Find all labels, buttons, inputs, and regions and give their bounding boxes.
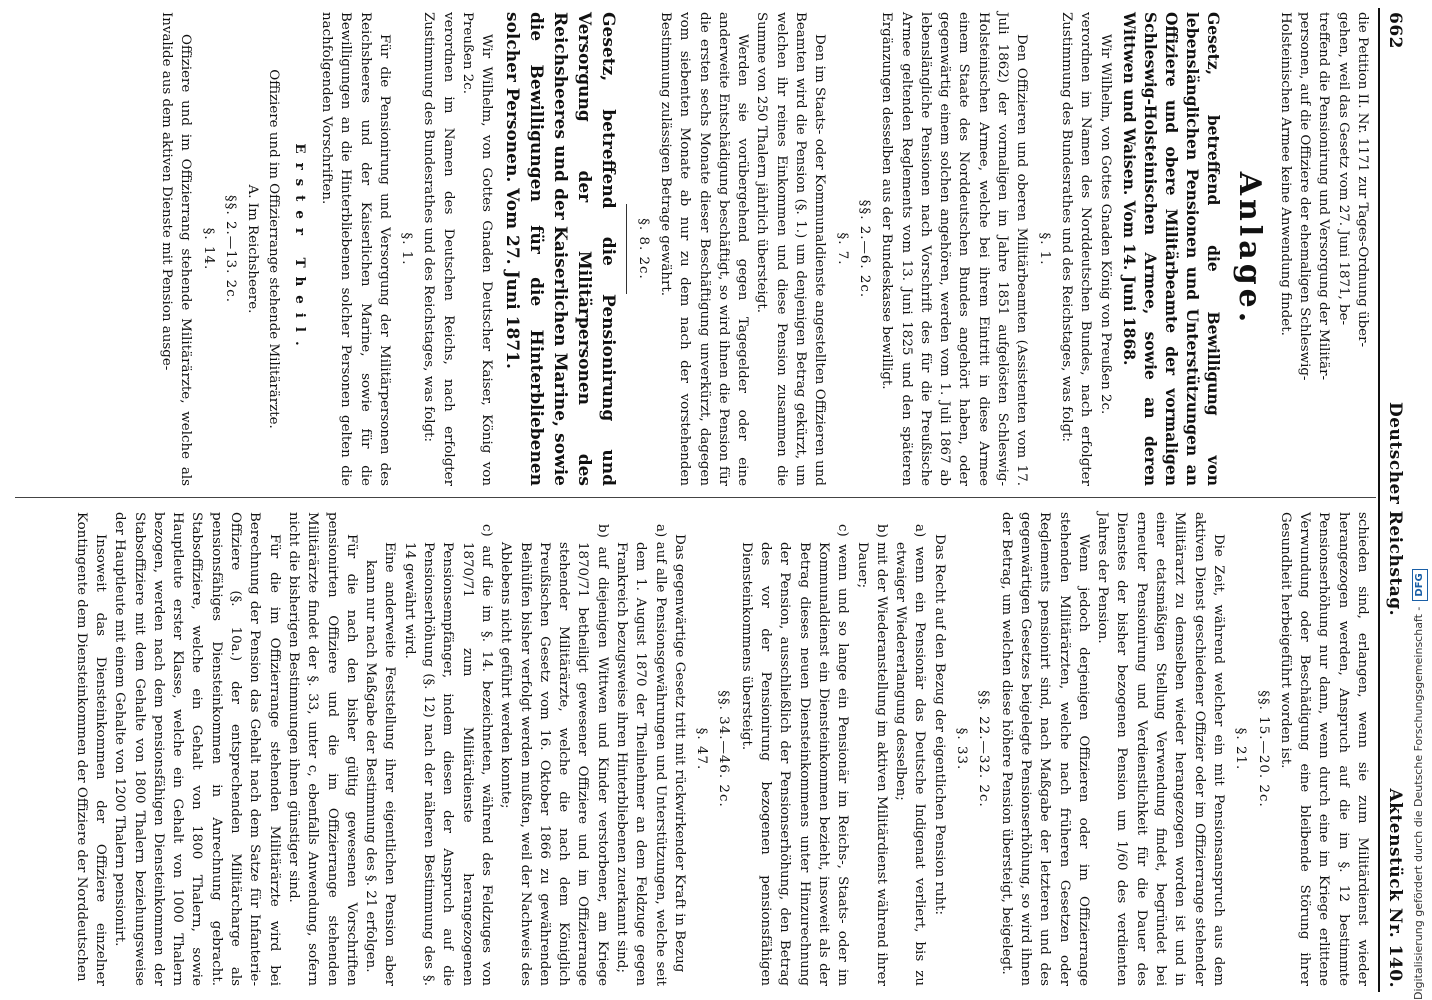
section-number: §. 33. [954, 727, 970, 771]
section-range: §§. 22.—32. 2c. [976, 690, 992, 808]
section-number: §. 14. [200, 227, 216, 271]
section-number: §. 1. [399, 232, 415, 266]
section-number: §. 21. [1233, 727, 1249, 771]
section-number: §. 1. [1036, 232, 1052, 266]
intro-line: personen, auf die Offiziere der ehemaligen Schleswig- [1297, 12, 1313, 381]
list-item: c) auf die im §. 14. bezeichneten, während des Feldzuges von 1870/71 zum Militärdienste herangezogenen Pensionsempfänger, indem diesen der Anspruch auf die Pensionserhöhung (§. 12) nach der näheren Bestimmung des §. 14 gewährt wird. [401, 524, 494, 986]
intro-line: treffend die Pensionirung und Versorgung der Militär- [1316, 12, 1332, 381]
section-range: §§. 2.—6. 2c. [856, 199, 872, 299]
list-item-cont: Eine anderweite Feststellung ihrer eigentlichen Pension aber kann nur nach Maßgabe der Bestimmung des §. 21 erfolgen. [363, 542, 398, 986]
column-divider [15, 497, 1376, 498]
page-header [1380, 12, 1406, 988]
section-text: Den Offizieren und oberen Militärbeamten (Assistenten vom 17. Juli 1862) der vormaligen im Jahre 1851 aufgelösten Schleswig-Holsteinischen Armee, welche bei ihrem Eintritt in diese Armee einem Staate des Norddeutschen Bundes angehört haben, oder gegenwärtig einem solchen angehören, werden vom 1. Juli 1867 ab lebenslängliche Pensionen nach Vorschrift des für die Preußische Armee geltenden Reglements vom 13. Juni 1825 und den späteren Ergänzungen desselben aus der Bundeskasse bewilligt. [879, 12, 1030, 486]
part-subheading: Offiziere und im Offizierrange stehende Militärärzte. [266, 69, 282, 429]
page-number: 662 [1385, 12, 1405, 49]
list-item: b) auf diejenigen Wittwen und Kinder verstorbener, am Kriege 1870/71 betheiligt gewesener Offiziere und im Offizierrange stehender Militärärzte, welche die nach dem Königlich Preußischen Gesetz vom 16. Oktober 1866 zu gewährenden Beihülfen bisher verfolgt werden mußten, weil der Nachweis des Ablebens nicht geführt werden konnte; [498, 524, 610, 986]
law2-enactment-cont: verordnen im Namen des Deutschen Reichs, nach erfolgter Zustimmung des Bundesrathes und des Reichstages, was folgt: [421, 12, 456, 486]
separator-rule [626, 204, 627, 294]
section-text: Offiziere und im Offizierrang stehende Militärärzte, welche als Invalide aus dem aktiven Dienste mit Pension ausge- [158, 12, 194, 486]
section-range: §§. 34.—46. 2c. [716, 690, 732, 808]
section-number: §. 47. [694, 727, 710, 771]
list-item: b) mit der Wiederanstellung im aktiven Militärdienst während ihrer Dauer; [854, 524, 889, 986]
section-text: Das gegenwärtige Gesetz tritt mit rückwirkender Kraft in Bezug [671, 534, 687, 973]
section-text: Den im Staats- oder Kommunaldienste angestellten Offizieren und Beamten wird die Pension (§. 1.) um denjenigen Betrag gekürzt, um welchen ihr reines Einkommen und diese Pension zusammen die Summe von 250 Thalern jährlich übersteigt. [754, 12, 828, 486]
intro-line: Holsteinischen Armee keine Anwendung findet. [1277, 12, 1293, 336]
intro-line: die Petition II. Nr. 1171 zur Tages-Ordnung über- [1355, 12, 1370, 348]
list-item: a) auf alle Pensionsgewährungen und Unterstützungen, welche seit dem 1. August 1870 der Theilnehmer an dem Feldzuge gegen Frankreich bezugsweise ihren Hinterbliebenen zuerkannt sind; [614, 524, 668, 986]
section-text: Wenn jedoch derjenigen Offizieren oder im Offizierrange stehenden Militärärzten, welche nach früheren Gesetzen oder Reglements pensionirt sind, nach Maßgabe der letzteren und des gegenwärtigen Gesetzes beigelegte Pensionserhöhung, so wird ihnen der Betrag, um welchen diese höhere Pension übersteigt, beigelegt. [998, 512, 1091, 986]
part-heading: Erster Theil. [291, 143, 308, 355]
section-range: §§. 2.—13. 2c. [222, 195, 238, 303]
right-column [71, 512, 1372, 986]
document-page [7, 0, 1412, 1000]
intro-line: gehen, weil das Gesetz vom 27. Juni 1871, be- [1335, 12, 1351, 326]
section-text: Für die nach den bisher gültig gewesenen Vorschriften pensionirten Offiziere und die im Offizierrange stehenden Militärärzte findet der §. 33, unter c, ebenfalls Anwendung, sofern nicht die bisherigen Bestimmungen ihnen günstiger sind. [285, 512, 359, 986]
digitization-credit [1409, 0, 1429, 1000]
law1-enactment-cont: verordnen im Namen des Norddeutschen Bundes, nach erfolgter Zustimmung des Bundesrathes und des Reichstages, was folgt: [1058, 12, 1094, 486]
dfg-logo: DFG [1412, 569, 1428, 600]
section-text: Für die Pensionirung und Versorgung der Militärpersonen des Reichsheeres und der Kaiserlichen Marine, sowie für die Bewilligungen an die Hinterbliebenen solcher Personen gelten die nachfolgenden Vorschriften. [319, 12, 392, 486]
header-rule [1378, 8, 1380, 992]
section-number: §. 8. 2c. [635, 218, 651, 280]
section-text: schieden sind, erlangen, wenn sie zum Militärdienst wieder herangezogen werden, Anspruch auf die im §. 12 bestimmte Pensionserhöhung nur dann, wenn durch eine im Kriege erlittene Verwundung oder Beschädigung eine bleibende Störung ihrer Gesundheit herbeigeführt worden ist. [1277, 512, 1370, 986]
section-number: §. 7. [834, 232, 850, 266]
anlage-heading: Anlage. [1231, 171, 1267, 327]
law2-title: Gesetz, betreffend die Pensionirung und Versorgung der Militärpersonen des Reichsheeres und der Kaiserlichen Marine, sowie die Bewilligungen für die Hinterbliebenen solcher Personen. Vom 27. Juni 1871. [502, 12, 619, 486]
section-text: Werden sie vorübergehend gegen Tagegelder oder eine anderweite Entschädigung beschäftigt, so wird ihnen die Pension für die ersten sechs Monate dieser Beschäftigung unverkürzt, dagegen vom siebenten Monate ab nur zu dem nach der vorstehenden Bestimmung zulässigen Betrage gewährt. [657, 12, 751, 486]
list-item: c) wenn und so lange ein Pensionär im Reichs-, Staats- oder im Kommunaldienst ein Diensteinkommen bezieht, insoweit als der Betrag dieses neuen Diensteinkommens unter Hinzurechnung der Pension, ausschließlich der Pensionserhöhung, den Betrag des vor der Pensionirung bezogenen pensionsfähigen Diensteinkommens übersteigt. [738, 524, 851, 986]
subpart-heading: A. Im Reichsheere. [245, 184, 261, 314]
section-range: §§. 15.—20. 2c. [1255, 690, 1271, 808]
section-text: Insoweit das Diensteinkommen der Offiziere einzelner Kontingente dem Diensteinkommen der Offiziere der Norddeutschen [73, 512, 108, 986]
credit-text: Digitalisierung gefördert durch die Deutsche Forschungsgemeinschaft - [1412, 606, 1425, 1000]
law2-enactment: Wir Wilhelm, von Gottes Gnaden Deutscher Kaiser, König von Preußen 2c. [460, 12, 495, 486]
header-attachment: Aktenstück Nr. 140. [1385, 788, 1405, 988]
left-column [157, 12, 1372, 486]
section-text: Das Recht auf den Bezug der eigentlichen Pension ruht: [931, 534, 947, 916]
section-text: Für die im Offizierrange stehenden Militärärzte wird bei Berechnung der Pension das Gehalt nach dem Satze für Infanterie-Offiziere (§. 10a.) der entsprechenden Militärcharge als pensionsfähiges Diensteinkommen in Anrechnung gebracht. Stabsoffiziere, welche ein Gehalt von 1800 Thalern, sowie Hauptleute erster Klasse, welche ein Gehalt von 1000 Thalern bezogen, werden nach dem pensionsfähigen Diensteinkommen der Stabsoffiziere mit dem Gehalte von 1800 Thalern beziehungsweise der Hauptleute mit einem Gehalte von 1200 Thalern pensionirt. [112, 512, 282, 986]
law1-title: Gesetz, betreffend die Bewilligung von lebenslänglichen Pensionen und Unterstützungen an Offiziere und obere Militärbeamte der vormaligen Schleswig-Holsteinischen Armee, sowie an deren Wittwen und Waisen. Vom 14. Juni 1868. [1119, 12, 1223, 486]
header-title: Deutscher Reichstag. [1385, 402, 1405, 617]
list-item: a) wenn ein Pensionär das Deutsche Indigenat verliert, bis zu etwaiger Wiedererlangung desselben; [893, 524, 928, 986]
law1-enactment: Wir Wilhelm, von Gottes Gnaden König von Preußen 2c. [1097, 34, 1113, 415]
section-text: Die Zeit, während welcher ein mit Pensionsanspruch aus dem aktiven Dienst geschiedener Offizier oder im Offizierrange stehender Militärarzt zu demselben wieder herangezogen worden ist und in einer etatsmäßigen Stellung Verwendung findet, begründet bei erneuter Pensionirung und Verdienstlichkeit für die Dauer des Dienstes der bisher bezogenen Pension um 1/60 des verdienten Jahres der Pension. [1095, 512, 1226, 986]
